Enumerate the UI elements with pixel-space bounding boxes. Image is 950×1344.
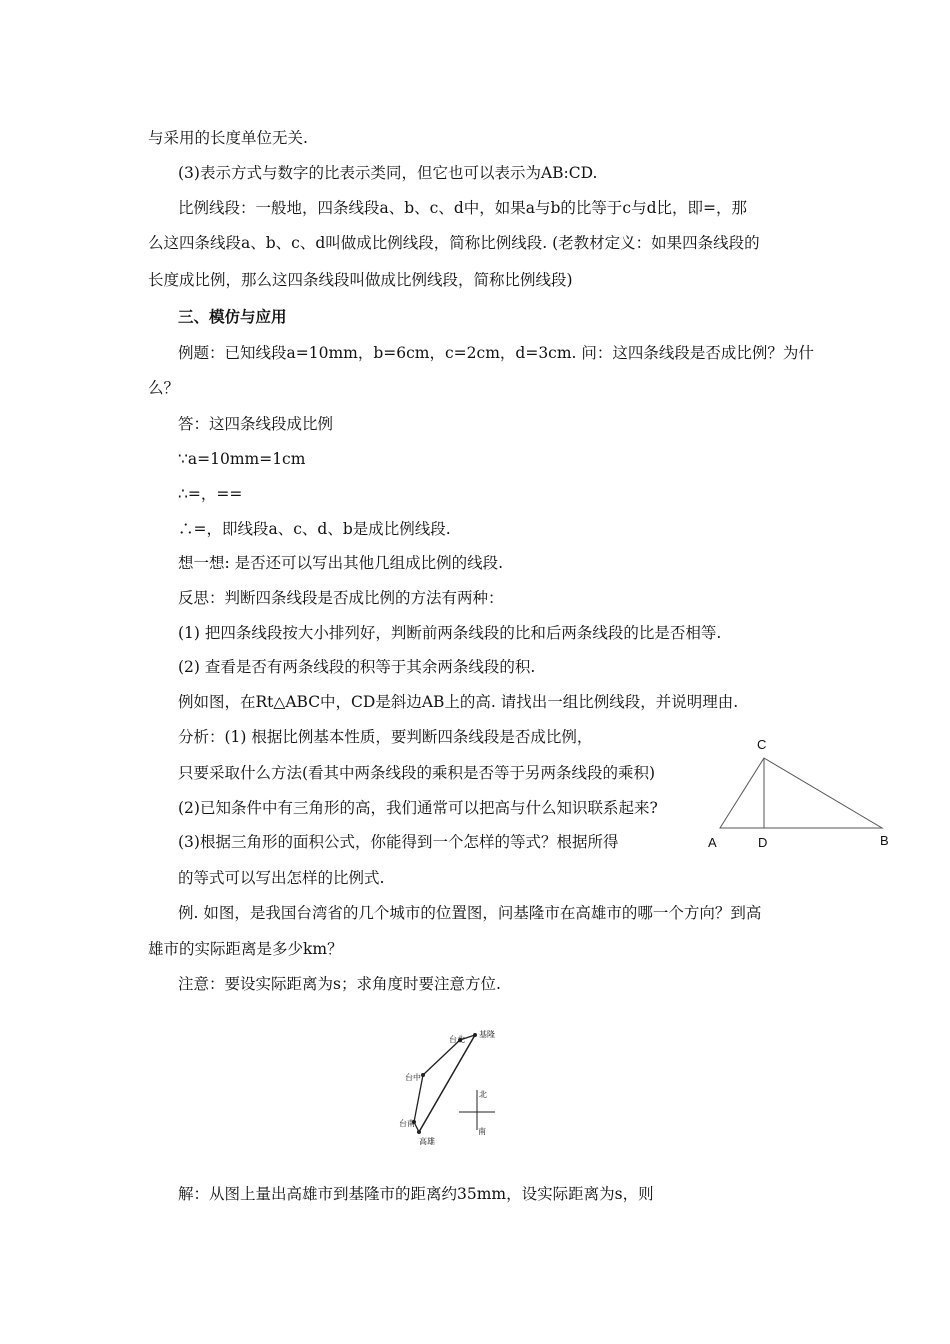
therefore-line-2: ∴=，即线段a、c、d、b是成比例线段. (178, 520, 451, 538)
analysis-line-3: (2)已知条件中有三角形的高，我们通常可以把高与什么知识联系起来? (178, 799, 658, 817)
taichung-point (421, 1073, 425, 1077)
label-taichung: 台中 (405, 1073, 421, 1082)
kaohsiung-keelung-line (419, 1035, 475, 1132)
example-line-2: 么？ (148, 379, 180, 397)
label-c: C (757, 737, 767, 752)
analysis-line-1: 分析：(1) 根据比例基本性质，要判断四条线段是否成比例， (178, 728, 593, 746)
label-keelung: 基隆 (479, 1030, 495, 1039)
para-line-4: 么这四条线段a、b、c、d叫做成比例线段，简称比例线段. (老教材定义：如果四条线段的 (148, 234, 760, 252)
para-line-2: (3)表示方式与数字的比表示类同，但它也可以表示为AB:CD. (178, 164, 598, 182)
answer-line: 答：这四条线段成比例 (178, 415, 334, 433)
label-taipei: 台北 (449, 1035, 465, 1044)
compass-north: 北 (479, 1090, 487, 1099)
example-3-line-1: 例. 如图，是我国台湾省的几个城市的位置图，问基隆市在高雄市的哪一个方向？到高 (178, 904, 762, 922)
label-d: D (758, 835, 768, 850)
method-1-line: (1) 把四条线段按大小排列好，判断前两条线段的比和后两条线段的比是否相等. (178, 624, 722, 642)
label-kaohsiung: 高雄 (419, 1137, 435, 1146)
para-line-5: 长度成比例，那么这四条线段叫做成比例线段，简称比例线段) (148, 271, 573, 289)
right-triangle-figure (700, 730, 900, 860)
method-2-line: (2) 查看是否有两条线段的积等于其余两条线段的积. (178, 658, 536, 676)
think-line: 想一想: 是否还可以写出其他几组成比例的线段. (178, 554, 504, 572)
reflect-line: 反思：判断四条线段是否成比例的方法有两种： (178, 589, 504, 607)
section-title: 三、模仿与应用 (178, 307, 287, 326)
keelung-point (473, 1033, 477, 1037)
kaohsiung-point (417, 1130, 421, 1134)
example-line-1: 例题：已知线段a=10mm，b=6cm，c=2cm，d=3cm. 问：这四条线段是否成比例？为什 (178, 344, 814, 362)
solution-line: 解：从图上量出高雄市到基隆市的距离约35mm，设实际距离为s，则 (178, 1185, 654, 1203)
therefore-line-1: ∴=，== (178, 485, 243, 503)
para-line-3: 比例线段：一般地，四条线段a、b、c、d中，如果a与b的比等于c与d比，即=，那 (178, 199, 748, 217)
triangle-abc (720, 758, 882, 828)
compass-south: 南 (478, 1127, 486, 1136)
note-line: 注意：要设实际距离为s；求角度时要注意方位. (178, 975, 501, 993)
analysis-line-5: 的等式可以写出怎样的比例式. (178, 869, 385, 887)
analysis-line-4: (3)根据三角形的面积公式，你能得到一个怎样的等式？根据所得 (178, 833, 619, 851)
analysis-line-2: 只要采取什么方法(看其中两条线段的乘积是否等于另两条线段的乘积) (178, 764, 656, 782)
label-b: B (880, 833, 889, 848)
because-line: ∵a=10mm=1cm (178, 450, 306, 468)
example-3-line-2: 雄市的实际距离是多少km？ (148, 940, 343, 958)
para-line-1: 与采用的长度单位无关. (148, 129, 308, 147)
label-tainan: 台南 (399, 1119, 415, 1128)
example-2-line: 例如图，在Rt△ABC中，CD是斜边AB上的高. 请找出一组比例线段，并说明理由. (178, 693, 739, 711)
label-a: A (708, 835, 717, 850)
taiwan-map-figure (395, 1020, 515, 1150)
